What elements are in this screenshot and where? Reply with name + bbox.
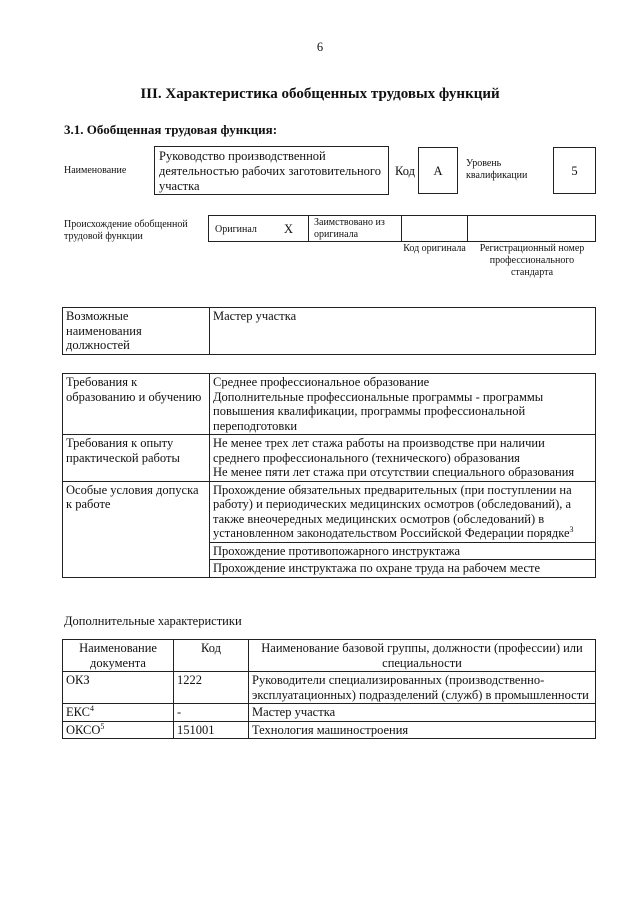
level-label: Уровень квалификации — [466, 158, 528, 181]
req-experience-line: Не менее трех лет стажа работы на производстве при наличии среднего профессионального (технического) образования — [213, 436, 545, 465]
section-title: III. Характеристика обобщенных трудовых функций — [140, 86, 500, 102]
row-name: Руководители специализированных (производственно-эксплуатационных) подразделений (служб) в промышленности — [249, 672, 596, 704]
reg-caption: Регистрационный номер профессионального стандарта — [479, 243, 585, 278]
header-name: Наименование базовой группы, должности (профессии) или специальности — [249, 640, 596, 672]
footnote-mark: 5 — [100, 721, 105, 731]
footnote-mark: 4 — [90, 703, 94, 713]
level-value: 5 — [571, 164, 578, 178]
doc-name: ОКСО — [66, 722, 101, 737]
table-row — [63, 435, 596, 482]
doc-name: ОКЗ — [66, 673, 90, 687]
row-code: 151001 — [174, 721, 249, 739]
code-caption: Код оригинала — [403, 243, 466, 254]
origin-divider-3 — [467, 215, 468, 242]
original-label: Оригинал — [215, 224, 257, 235]
table-row — [63, 704, 596, 722]
header-doc: Наименование документа — [63, 640, 174, 672]
origin-label: Происхождение обобщенной трудовой функции — [64, 219, 188, 242]
req-admission-line: Прохождение инструктажа по охране труда на рабочем месте — [210, 560, 596, 578]
doc-name: ЕКС — [66, 705, 90, 719]
row-doc — [63, 704, 174, 722]
footnote-mark: 3 — [569, 524, 574, 534]
req-education-line: Дополнительные профессиональные программы - программы повышения квалификации, программы профессиональной переподготовки — [213, 389, 544, 433]
table-row — [63, 672, 596, 704]
code-value-box — [418, 147, 458, 194]
req-admission-label: Особые условия допуска к работе — [63, 481, 210, 577]
req-admission-line: Прохождение противопожарного инструктажа — [210, 542, 596, 560]
subsection-title: 3.1. Обобщенная трудовая функция: — [64, 122, 278, 137]
requirements-table — [62, 373, 596, 578]
req-education-label: Требования к образованию и обучению — [63, 374, 210, 435]
additional-title: Дополнительные характеристики — [64, 614, 242, 628]
req-experience-line: Не менее пяти лет стажа при отсутствии специального образования — [213, 465, 575, 479]
positions-table — [62, 307, 596, 355]
table-row — [63, 308, 596, 355]
req-education-value — [210, 374, 596, 435]
borrowed-label: Заимствовано из оригинала — [314, 217, 385, 240]
row-doc — [63, 672, 174, 704]
table-row — [63, 721, 596, 739]
positions-label: Возможные наименования должностей — [63, 308, 210, 355]
row-code: 1222 — [174, 672, 249, 704]
table-row — [63, 374, 596, 435]
table-row — [63, 481, 596, 542]
row-doc — [63, 721, 174, 739]
name-value-box — [154, 146, 389, 195]
row-name: Мастер участка — [249, 704, 596, 722]
positions-value: Мастер участка — [210, 308, 596, 355]
header-code: Код — [174, 640, 249, 672]
req-admission-line: Прохождение обязательных предварительных (при поступлении на работу) и периодических медицинских осмотров (обследований), а также внеочередных медицинских осмотров (обследований) в установленном законодательством Российской Федерации порядке — [213, 482, 572, 540]
row-code: - — [174, 704, 249, 722]
table-header-row — [63, 640, 596, 672]
page-number: 6 — [316, 40, 324, 54]
code-value: А — [433, 164, 443, 178]
origin-divider-1 — [308, 215, 309, 242]
req-experience-label: Требования к опыту практической работы — [63, 435, 210, 482]
additional-table — [62, 639, 596, 739]
origin-box — [208, 215, 596, 242]
req-education-line: Среднее профессиональное образование — [213, 375, 430, 389]
name-label: Наименование — [64, 165, 127, 176]
code-label: Код — [395, 164, 415, 178]
origin-divider-2 — [401, 215, 402, 242]
row-name: Технология машиностроения — [249, 721, 596, 739]
name-value: Руководство производственной деятельностью рабочих заготовительного участка — [159, 149, 381, 193]
level-value-box — [553, 147, 596, 194]
req-admission-value — [210, 481, 596, 542]
original-mark: X — [284, 222, 294, 236]
req-experience-value — [210, 435, 596, 482]
